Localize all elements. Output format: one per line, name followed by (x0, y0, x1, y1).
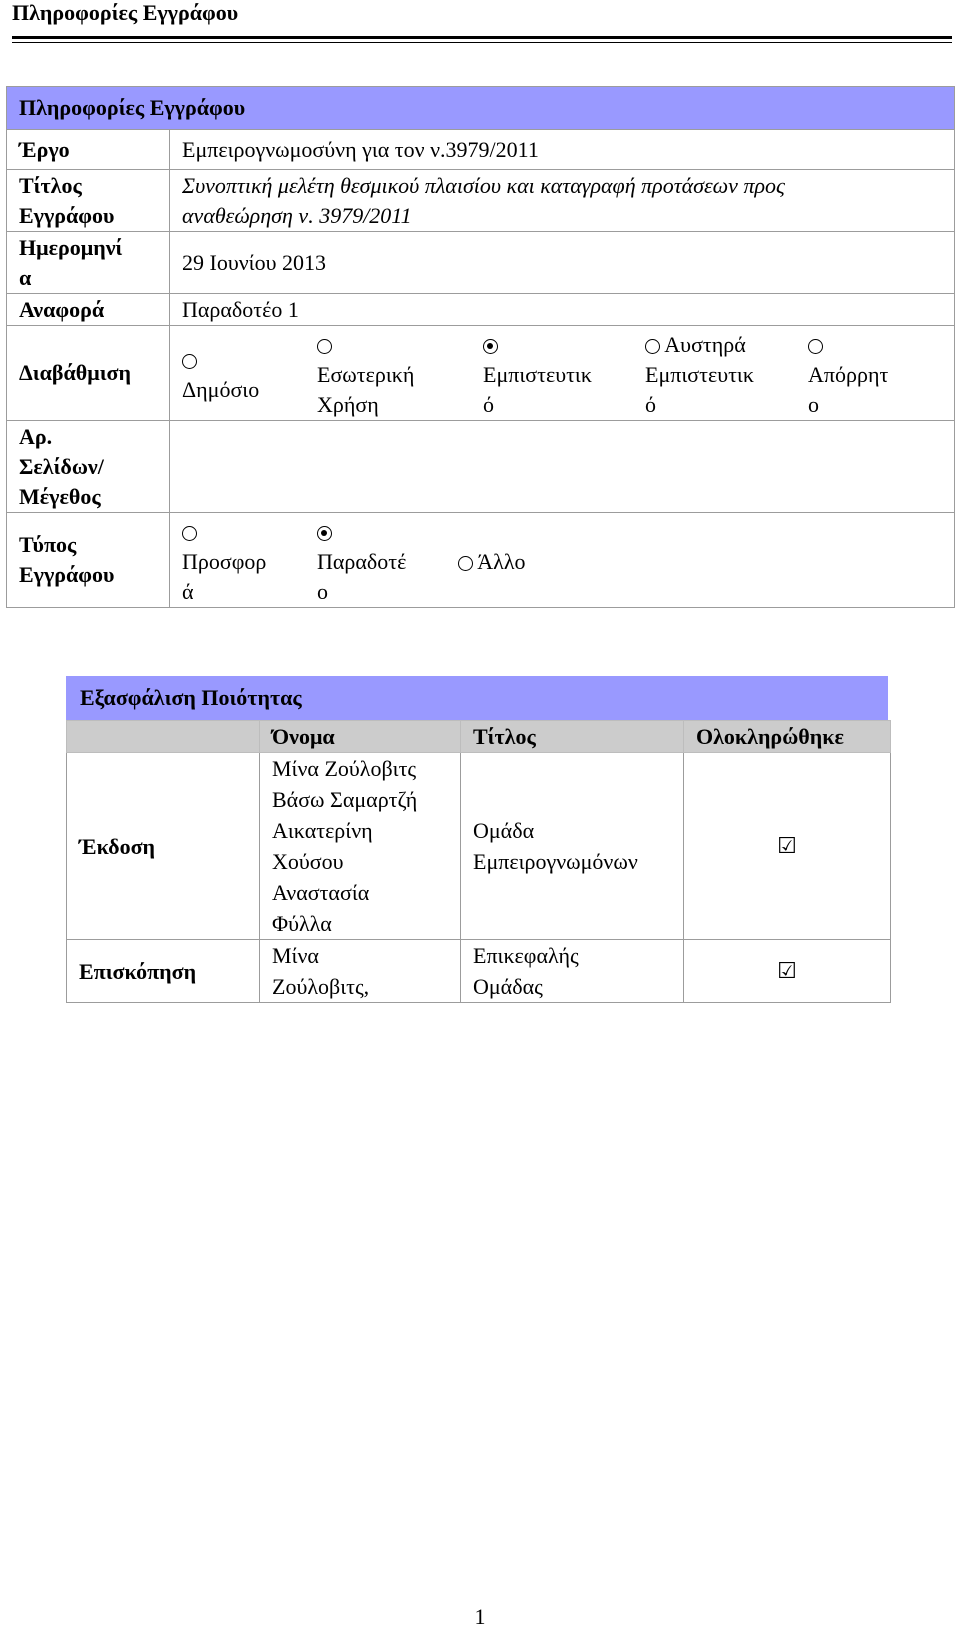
pages-label-line: Μέγεθος (19, 483, 101, 509)
reference-row (7, 294, 955, 326)
radio-option-line: ο (317, 579, 328, 604)
radio-checked-icon[interactable] (317, 526, 332, 541)
qa-row-label: Έκδοση (67, 753, 260, 940)
radio-unchecked-icon[interactable] (182, 526, 197, 541)
radio-option-text: Άλλο (473, 549, 526, 574)
doc-title-value (170, 170, 955, 232)
document-info-table (6, 86, 955, 608)
radio-icon-line (317, 517, 458, 547)
qa-row-label: Επισκόπηση (67, 940, 260, 1003)
qa-title-line: Επικεφαλής (473, 943, 579, 968)
classification-label: Διαβάθμιση (7, 326, 170, 421)
radio-option[interactable] (458, 517, 658, 577)
radio-option[interactable] (317, 517, 458, 607)
radio-option-line: Δημόσιο (182, 377, 260, 402)
qa-name-line: Ζούλοβιτς, (272, 974, 370, 999)
radio-option[interactable] (645, 330, 808, 420)
pages-label (7, 421, 170, 513)
classification-options (170, 326, 955, 421)
doctype-label-line: Εγγράφου (19, 562, 115, 587)
reference-value: Παραδοτέο 1 (170, 294, 955, 326)
qa-name-line: Μίνα Ζούλοβιτς (272, 756, 417, 781)
doc-title-value-line: Συνοπτική μελέτη θεσμικού πλαισίου και καταγραφή προτάσεων προς (182, 172, 785, 198)
header-title: Πληροφορίες Εγγράφου (12, 0, 239, 25)
radio-option[interactable] (182, 330, 317, 405)
radio-unchecked-icon[interactable] (182, 354, 197, 369)
doc-title-label-line: Τίτλος (19, 172, 82, 198)
radio-icon-line (317, 330, 483, 360)
radio-option-line: ό (645, 392, 656, 417)
radio-option-line: ά (182, 579, 194, 604)
header-rule-thick (12, 36, 952, 39)
classification-row (7, 326, 955, 421)
project-label: Έργο (7, 130, 170, 170)
qa-row (67, 940, 891, 1003)
qa-section-title: Εξασφάλιση Ποιότητας (66, 676, 888, 720)
radio-option-line: Προσφορ (182, 549, 267, 574)
radio-icon-line (808, 330, 918, 360)
radio-unchecked-icon[interactable] (645, 339, 660, 354)
project-value: Εμπειρογνωμοσύνη για τον ν.3979/2011 (170, 130, 955, 170)
qa-name-line: Φύλλα (272, 911, 332, 936)
radio-option-line (458, 517, 658, 577)
radio-option-line: Παραδοτέ (317, 549, 407, 574)
doctype-row (7, 513, 955, 608)
date-label (7, 232, 170, 294)
radio-option-line: Εμπιστευτικ (645, 362, 754, 387)
qa-col-title: Τίτλος (461, 721, 684, 753)
radio-option-line: ό (483, 392, 494, 417)
reference-label: Αναφορά (7, 294, 170, 326)
radio-option-line (645, 330, 808, 360)
radio-option[interactable] (483, 330, 645, 420)
pages-label-line: Αρ. (19, 423, 53, 449)
doctype-label (7, 513, 170, 608)
qa-row (67, 753, 891, 940)
radio-option[interactable] (317, 330, 483, 420)
qa-row-names (260, 940, 461, 1003)
radio-icon-line (182, 330, 317, 375)
info-section-title: Πληροφορίες Εγγράφου (7, 87, 955, 130)
qa-rows (67, 753, 891, 1003)
qa-table (66, 720, 891, 1003)
pages-row (7, 421, 955, 513)
radio-option-line: Χρήση (317, 392, 379, 417)
radio-unchecked-icon[interactable] (458, 556, 473, 571)
doctype-option-group (182, 517, 954, 607)
pages-label-line: Σελίδων/ (19, 453, 104, 479)
checked-checkbox-icon[interactable]: ☑ (777, 834, 797, 859)
qa-header-row (67, 721, 891, 753)
qa-row-completed (684, 940, 891, 1003)
qa-row-completed (684, 753, 891, 940)
qa-title-line: Εμπειρογνωμόνων (473, 849, 638, 874)
qa-row-names (260, 753, 461, 940)
doctype-options (170, 513, 955, 608)
qa-name-line: Αικατερίνη (272, 818, 373, 843)
radio-icon-line (182, 517, 317, 547)
radio-icon-line (483, 330, 645, 360)
radio-option-line: Εσωτερική (317, 362, 415, 387)
qa-name-line: Μίνα (272, 943, 319, 968)
date-row (7, 232, 955, 294)
radio-option-text: Αυστηρά (660, 332, 746, 357)
qa-row-title (461, 753, 684, 940)
project-row (7, 130, 955, 170)
qa-col-name: Όνομα (260, 721, 461, 753)
date-label-line: Ημερομηνί (19, 234, 123, 260)
qa-header-empty (67, 721, 260, 753)
radio-option-line: ο (808, 392, 819, 417)
page-number: 1 (474, 1604, 486, 1629)
radio-unchecked-icon[interactable] (317, 339, 332, 354)
radio-option-line: Εμπιστευτικ (483, 362, 592, 387)
qa-name-line: Αναστασία (272, 880, 370, 905)
date-value: 29 Ιουνίου 2013 (170, 232, 955, 294)
checked-checkbox-icon[interactable]: ☑ (777, 959, 797, 984)
radio-checked-icon[interactable] (483, 339, 498, 354)
qa-name-line: Βάσω Σαμαρτζή (272, 787, 418, 812)
qa-title-line: Ομάδα (473, 818, 535, 843)
header-rule-thin (12, 42, 952, 43)
qa-col-completed: Ολοκληρώθηκε (684, 721, 891, 753)
radio-option[interactable] (182, 517, 317, 607)
doc-title-row (7, 170, 955, 232)
doc-title-value-line: αναθεώρηση ν. 3979/2011 (182, 202, 412, 228)
doc-title-label (7, 170, 170, 232)
radio-unchecked-icon[interactable] (808, 339, 823, 354)
qa-title-line: Ομάδας (473, 974, 543, 999)
radio-option[interactable] (808, 330, 918, 420)
doctype-label-line: Τύπος (19, 532, 77, 557)
info-header-row (7, 87, 955, 130)
qa-name-line: Χούσου (272, 849, 344, 874)
pages-value[interactable] (170, 421, 955, 513)
date-label-line: α (19, 264, 32, 290)
doc-title-label-line: Εγγράφου (19, 202, 115, 228)
qa-row-title (461, 940, 684, 1003)
classification-option-group (182, 330, 954, 420)
radio-option-line: Απόρρητ (808, 362, 889, 387)
page-header (12, 0, 952, 26)
